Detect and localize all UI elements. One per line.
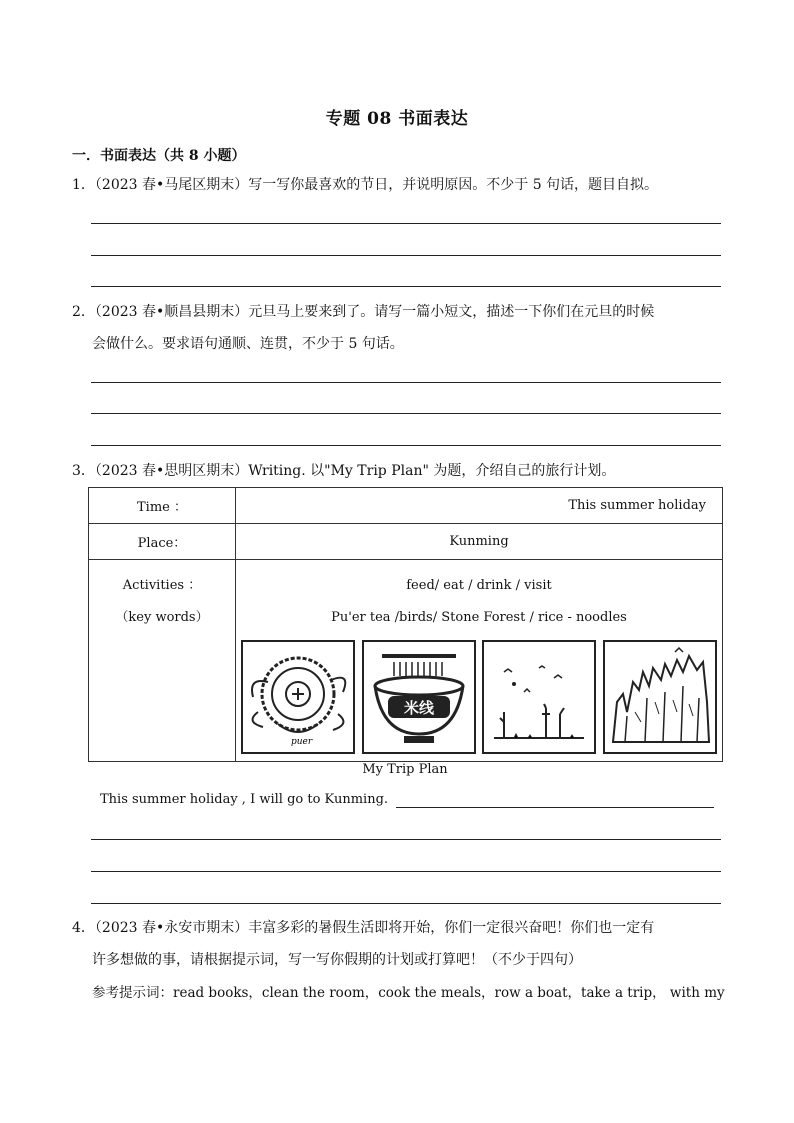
trip-plan-table [88,487,723,762]
activity-verbs: feed/ eat / drink / visit [406,578,552,593]
puer-label: puer [291,737,313,747]
answer-line [91,413,721,414]
stone-forest-image [603,640,717,754]
answer-line [396,807,714,808]
rice-noodles-label: 米线 [403,699,434,717]
keywords-label: （key words） [115,610,209,625]
answer-line [91,223,721,224]
question-4-line-3: 参考提示词：read books，clean the room，cook the meals，row a boat，take a trip， with my [92,985,725,1001]
time-label: Time ： [89,488,236,524]
answer-line [91,255,721,256]
page-title: 专题 08 书面表达 [325,109,469,129]
answer-line [91,286,721,287]
time-value: This summer holiday [236,488,723,524]
question-4-line-1: 4．（2023 春•永安市期末）丰富多彩的暑假生活即将开始，你们一定很兴奋吧！你们也一定有 [72,920,655,936]
picture-row [237,640,721,760]
question-2-line-1: 2．（2023 春•顺昌县期末）元旦马上要来到了。请写一篇小短文，描述一下你们在元旦的时候 [72,304,655,320]
activities-label: Activities ： [122,578,202,593]
essay-opening: This summer holiday , I will go to Kunming. [100,792,389,807]
answer-line [91,445,721,446]
activities-value [236,560,723,762]
answer-line [91,871,721,872]
place-label: Place： [89,524,236,560]
answer-line [91,903,721,904]
rice-noodles-image [362,640,476,754]
puer-tea-image [241,640,355,754]
answer-line [91,839,721,840]
birds-image [482,640,596,754]
question-4-line-2: 许多想做的事，请根据提示词，写一写你假期的计划或打算吧！（不少于四句） [92,952,582,968]
activities-cell [89,560,236,762]
essay-title: My Trip Plan [362,762,448,777]
question-1: 1．（2023 春•马尾区期末）写一写你最喜欢的节日，并说明原因。不少于 5 句话，题目自拟。 [72,177,659,193]
question-2-line-2: 会做什么。要求语句通顺、连贯，不少于 5 句话。 [92,336,404,352]
place-value: Kunming [236,524,723,560]
section-heading: 一．书面表达（共 8 小题） [72,148,246,164]
activity-nouns: Pu'er tea /birds/ Stone Forest / rice - noodles [331,610,627,625]
answer-line [91,382,721,383]
question-3: 3．（2023 春•思明区期末）Writing. 以"My Trip Plan" 为题，介绍自己的旅行计划。 [72,463,616,479]
